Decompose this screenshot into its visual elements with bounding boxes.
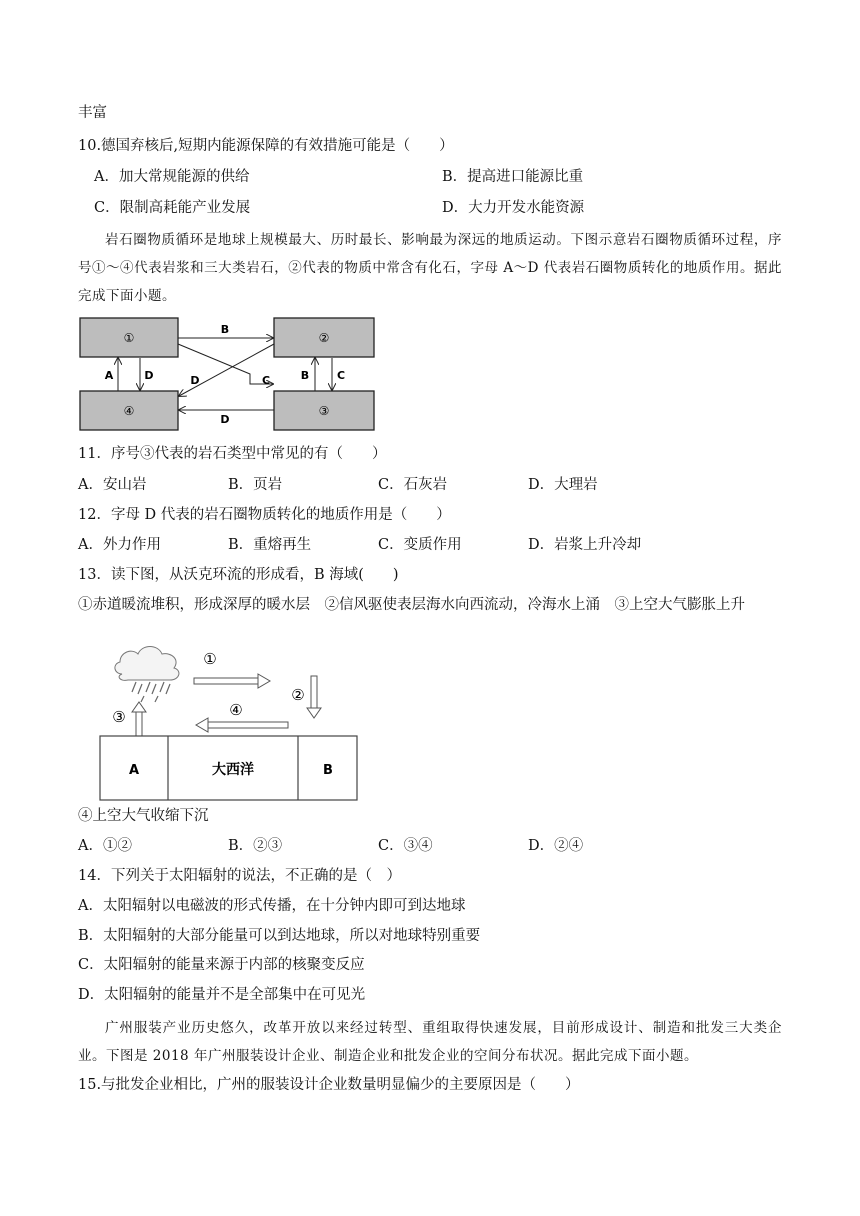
q12-stem: 12．字母 D 代表的岩石圈物质转化的地质作用是（ ） [78, 507, 451, 523]
passage-guangzhou-apparel: 广州服装产业历史悠久，改革开放以来经过转型、重组取得快速发展，目前形成设计、制造和批发三大类企业。下图是 2018 年广州服装设计企业、制造企业和批发企业的空间分布状况。据此完成下面小题。 [78, 1020, 782, 1064]
q13-option-a[interactable]: A．①② [78, 838, 132, 854]
q15-stem: 15.与批发企业相比，广州的服装设计企业数量明显偏少的主要原因是（ ） [78, 1077, 580, 1093]
region-atlantic-label: 大西洋 [212, 762, 254, 778]
rock-box-4-label: ④ [123, 404, 135, 418]
continued-text: 丰富 [78, 105, 107, 121]
q10-option-a[interactable]: A．加大常规能源的供给 [94, 169, 250, 185]
arrow-surface-westward [196, 718, 288, 732]
label-c-right: C [336, 369, 346, 382]
q12-option-c[interactable]: C．变质作用 [378, 537, 462, 553]
arrow-sinking [307, 676, 321, 718]
rock-cycle-diagram [78, 314, 378, 432]
q13-statements: ①赤道暖流堆积，形成深厚的暖水层 ②信风驱使表层海水向西流动，冷海水上涌 ③上空大气膨胀上升 [78, 597, 745, 613]
q14-option-c[interactable]: C．太阳辐射的能量来源于内部的核聚变反应 [78, 957, 365, 973]
q11-option-a[interactable]: A．安山岩 [78, 477, 147, 493]
q14-stem: 14．下列关于太阳辐射的说法，不正确的是（ ） [78, 868, 401, 884]
cloud-rain-icon [115, 647, 179, 703]
arrow-upper-eastward [194, 674, 270, 688]
q11-option-b[interactable]: B．页岩 [228, 477, 283, 493]
q12-option-d[interactable]: D．岩浆上升冷却 [528, 537, 642, 553]
label-d-bottom: D [220, 413, 230, 426]
q10-stem: 10.德国弃核后,短期内能源保障的有效措施可能是（ ） [78, 138, 454, 154]
q10-option-b[interactable]: B．提高进口能源比重 [442, 169, 584, 185]
region-a-label: A [128, 763, 140, 778]
q14-option-b[interactable]: B．太阳辐射的大部分能量可以到达地球，所以对地球特别重要 [78, 928, 481, 944]
q13-statement-4: ④上空大气收缩下沉 [78, 808, 209, 824]
arrow-d-cross [179, 344, 274, 396]
q11-stem: 11．序号③代表的岩石类型中常见的有（ ） [78, 446, 387, 462]
label-b-right: B [300, 369, 310, 382]
marker-1: ① [203, 650, 217, 668]
q13-option-b[interactable]: B．②③ [228, 838, 283, 854]
q13-stem: 13．读下图，从沃克环流的形成看，B 海域( ) [78, 567, 399, 583]
q12-option-b[interactable]: B．重熔再生 [228, 537, 312, 553]
q11-option-c[interactable]: C．石灰岩 [378, 477, 448, 493]
q12-option-a[interactable]: A．外力作用 [78, 537, 161, 553]
marker-4: ④ [229, 701, 243, 719]
arrow-rising [132, 702, 146, 736]
label-a-left: A [104, 369, 114, 382]
region-b-label: B [323, 763, 333, 778]
marker-3: ③ [112, 708, 126, 726]
q10-option-c[interactable]: C．限制高耗能产业发展 [94, 200, 251, 216]
label-d-cross: D [190, 374, 200, 387]
marker-2: ② [291, 686, 305, 704]
passage-rock-cycle: 岩石圈物质循环是地球上规模最大、历时最长、影响最为深远的地质运动。下图示意岩石圈物质循环过程，序号①～④代表岩浆和三大类岩石，②代表的物质中常含有化石，字母 A～D 代表岩石圈物质转化的地质作用。据此完成下面小题。 [78, 232, 782, 304]
q11-option-d[interactable]: D．大理岩 [528, 477, 598, 493]
rock-box-1-label: ① [123, 331, 135, 345]
label-c-cross: C [261, 374, 271, 387]
rock-box-3-label: ③ [318, 404, 330, 418]
label-b-top: B [220, 323, 230, 336]
rock-box-2-label: ② [318, 331, 330, 345]
q10-option-d[interactable]: D．大力开发水能资源 [442, 200, 585, 216]
label-d-left: D [144, 369, 154, 382]
q14-option-d[interactable]: D．太阳辐射的能量并不是全部集中在可见光 [78, 987, 366, 1003]
q13-option-c[interactable]: C．③④ [378, 838, 433, 854]
q13-option-d[interactable]: D．②④ [528, 838, 584, 854]
walker-circulation-diagram [98, 640, 360, 802]
q14-option-a[interactable]: A．太阳辐射以电磁波的形式传播，在十分钟内即可到达地球 [78, 898, 466, 914]
